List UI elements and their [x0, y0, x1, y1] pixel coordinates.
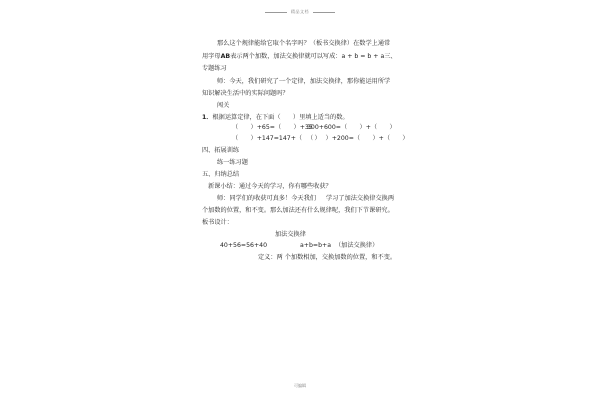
- board-equation-general: a+b=b+a （加法交换律）: [300, 242, 379, 249]
- board-definition: 定义：两 个加数相加，交换加数的位置，和不变。: [258, 254, 397, 261]
- paragraph-line: 新课小结：通过今天的学习，你有哪些收获？: [208, 183, 332, 190]
- subheading: 练一练习题: [217, 159, 248, 166]
- board-title: 加法交换律: [275, 231, 306, 238]
- question-1: 1．根据运算定律，在下面（ ）里填上适当的数。: [202, 114, 349, 121]
- header-rule-right: [313, 12, 335, 13]
- paragraph-line: 板书设计：: [202, 219, 233, 226]
- equation: 300+600=（ ）+（ ）: [307, 124, 396, 131]
- equation: （ ）+65=（ ）+35: [232, 124, 313, 131]
- section-heading: 四、拓展训练: [202, 147, 240, 154]
- paragraph-line: 知识解决生活中的实际问题吗？: [202, 90, 289, 97]
- page-header: [0, 9, 600, 15]
- subheading: 闯关: [217, 102, 230, 109]
- paragraph-line: 师：同学们的收获可真多！今天我们 学习了加法交换律交换两: [217, 195, 395, 202]
- paragraph-line: 那么这个规律能给它取个名字吗？（板书交换律）在数学上通常: [217, 40, 391, 47]
- equation: （ ）+147=147+（ ）: [232, 135, 321, 142]
- section-heading: 五、归纳总结: [202, 171, 240, 178]
- equation: （ ）+200=（ ）+（ ）: [307, 135, 409, 142]
- header-text: 精品文档: [291, 9, 309, 14]
- page-footer: 可编辑: [294, 383, 306, 388]
- paragraph-line: 个加数的位置，和不变。那么加法还有什么规律呢，我们下节课研究。: [202, 207, 394, 214]
- header-rule-left: [265, 12, 287, 13]
- board-equation-example: 40+56=56+40: [220, 242, 268, 249]
- paragraph-line: 用字母AB表示两个加数，加法交换律就可以写成：a + b = b + a三、: [202, 53, 397, 60]
- paragraph-line: 师：今天，我们研究了一个定律，加法交换律，那你能运用所学: [217, 78, 391, 85]
- paragraph-line: 专题练习: [202, 65, 227, 72]
